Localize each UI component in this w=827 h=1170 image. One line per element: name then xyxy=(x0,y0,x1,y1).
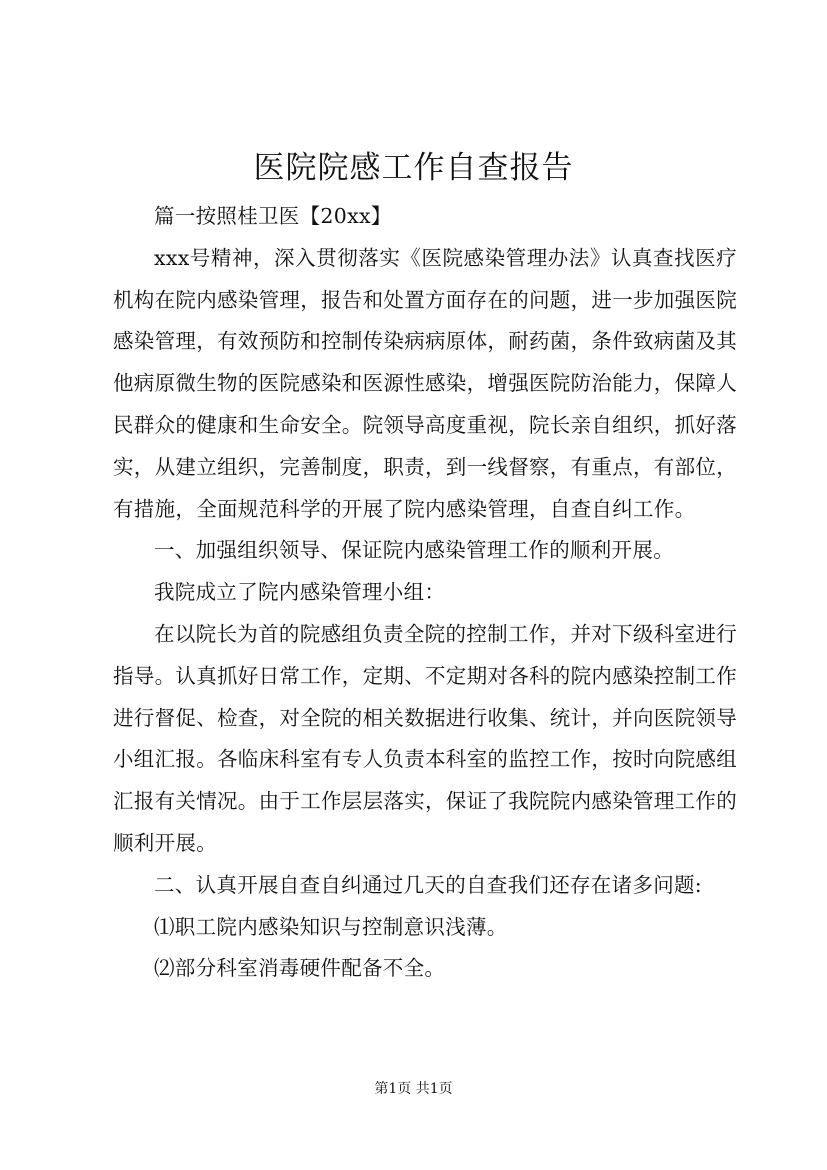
list-item-problem-2: ⑵部分科室消毒硬件配备不全。 xyxy=(154,956,446,981)
section-heading-1: 一、加强组织领导、保证院内感染管理工作的顺利开展。 xyxy=(154,538,674,563)
document-body xyxy=(113,196,737,990)
paragraph-group-established: 我院成立了院内感染管理小组： xyxy=(154,580,446,605)
paragraph-spirit: xxx号精神，深入贯彻落实《医院感染管理办法》认真查找医疗机构在院内感染管理，报告和处置方面存在的问题，进一步加强医院感染管理，有效预防和控制传染病病原体，耐药菌，条件致病菌及其他病原微生物的医院感染和医源性感染，增强医院防治能力，保障人民群众的健康和生命安全。院领导高度重视，院长亲自组织，抓好落实，从建立组织，完善制度，职责，到一线督察，有重点，有部位，有措施，全面规范科学的开展了院内感染管理，自查自纠工作。 xyxy=(113,245,737,521)
paragraph-group-duties: 在以院长为首的院感组负责全院的控制工作，并对下级科室进行指导。认真抓好日常工作，定期、不定期对各科的院内感染控制工作进行督促、检查，对全院的相关数据进行收集、统计，并向医院领导小组汇报。各临床科室有专人负责本科室的监控工作，按时向院感组汇报有关情况。由于工作层层落实，保证了我院院内感染管理工作的顺利开展。 xyxy=(113,621,737,855)
section-heading-2: 二、认真开展自查自纠通过几天的自查我们还存在诸多问题: xyxy=(154,872,703,897)
list-item-problem-1: ⑴职工院内感染知识与控制意识浅薄。 xyxy=(154,914,508,939)
paragraph-intro: 篇一按照桂卫医【20xx】 xyxy=(154,204,392,228)
page-footer: 第1页 共1页 xyxy=(374,1081,453,1097)
document-title: 医院院感工作自查报告 xyxy=(253,150,574,186)
